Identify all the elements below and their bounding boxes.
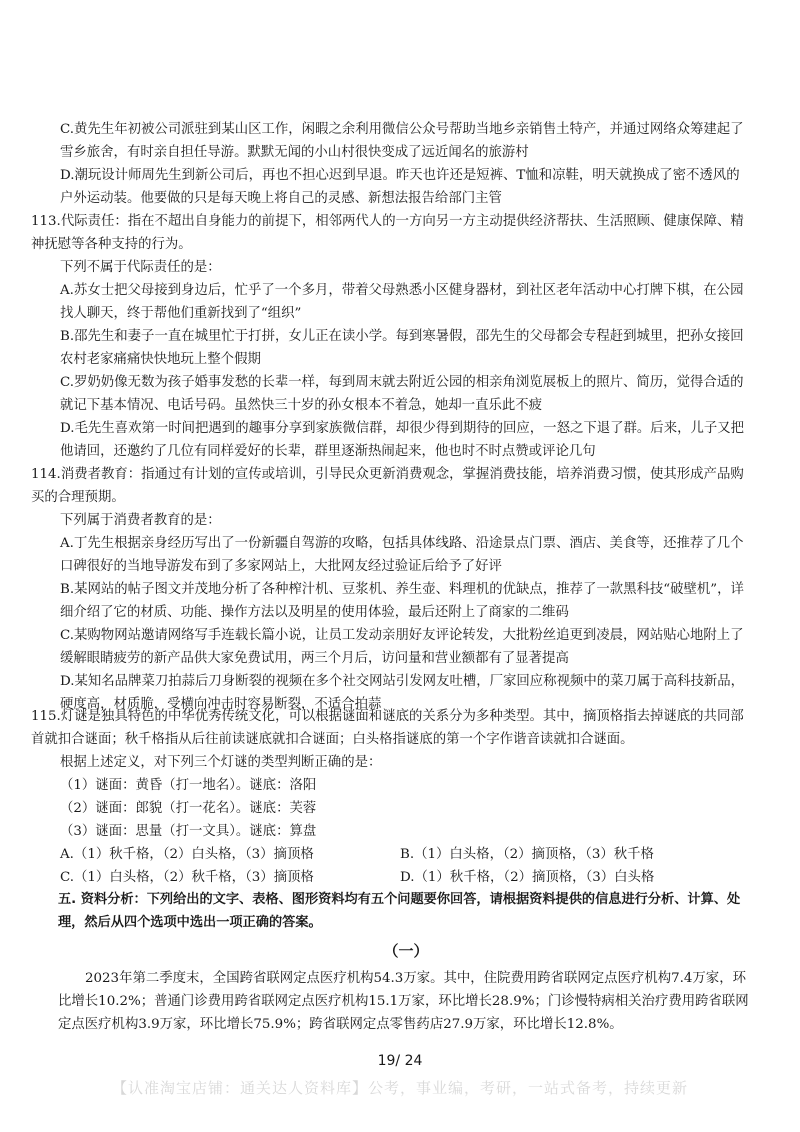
section-5-heading: 五. 资料分析：下列给出的文字、表格、图形资料均有五个问题要你回答，请根据资料提供的信息进行分析、计算、处理，然后从四个选项中选出一项正确的答案。 [58, 892, 741, 930]
q115-stem: 115.灯谜是独具特色的中华优秀传统文化，可以根据谜面和谜底的关系分为多种类型。其中，摘顶格指去掉谜底的共同部首就扣合谜面；秋千格指从后往前读谜底就扣合谜面；白头格指谜底的第一个字作谐音读就扣合谜面。 [31, 709, 744, 747]
question-114 [31, 463, 750, 716]
q114-option-a: A.丁先生根据亲身经历写出了一份新疆自驾游的攻略，包括具体线路、沿途景点门票、酒店、美食等，还推荐了几个口碑很好的当地导游发布到了多家网站上，大批网友经过验证后给予了好评 [60, 536, 744, 574]
section-5-subheading: （一） [383, 942, 429, 960]
section-5 [58, 888, 754, 1036]
q113-stem: 113.代际责任：指在不超出自身能力的前提下，相邻两代人的一方向另一方主动提供经济帮扶、生活照顾、健康保障、精神抚慰等各种支持的行为。 [31, 214, 744, 252]
question-115 [31, 705, 750, 889]
section-5-paragraph: 2023年第二季度末，全国跨省联网定点医疗机构54.3万家。其中，住院费用跨省联网定点医疗机构7.4万家，环比增长10.2%；普通门诊费用跨省联网定点医疗机构15.1万家，环比增长28.9%；门诊慢特病相关治疗费用跨省联网定点医疗机构3.9万家，环比增长75.9%；跨省联网定点零售药店27.9万家，环比增长12.8%。 [58, 971, 749, 1032]
question-113 [31, 210, 750, 463]
q113-option-a: A.苏女士把父母接到身边后，忙乎了一个多月，带着父母熟悉小区健身器材，到社区老年活动中心打牌下棋，在公园找人聊天，终于帮他们重新找到了“组织” [60, 283, 744, 321]
watermark: 【认准淘宝店铺：通关达人资料库】公考，事业编，考研，一站式备考，持续更新 [111, 1079, 688, 1097]
q112-option-c: C.黄先生年初被公司派驻到某山区工作，闲暇之余利用微信公众号帮助当地乡亲销售土特产，并通过网络众筹建起了雪乡旅舍，有时亲自担任导游。默默无闻的小山村很快变成了远近闻名的旅游村 [60, 122, 744, 160]
q112-options-tail [60, 118, 750, 210]
q114-stem: 114.消费者教育：指通过有计划的宣传或培训，引导民众更新消费观念，掌握消费技能，培养消费习惯，使其形成产品购买的合理预期。 [31, 467, 744, 505]
q115-riddle-3: （3）谜面：思量（打一文具）。谜底：算盘 [60, 824, 317, 839]
q115-riddle-2: （2）谜面：郎貌（打一花名）。谜底：芙蓉 [60, 801, 317, 816]
q114-option-c: C.某购物网站邀请网络写手连载长篇小说，让员工发动亲朋好友评论转发，大批粉丝追更到凌晨，网站贴心地附上了缓解眼睛疲劳的新产品供大家免费试用，两三个月后，访问量和营业额都有了显著提高 [60, 628, 744, 666]
q114-ask: 下列属于消费者教育的是： [60, 513, 221, 528]
q115-option-d: D.（1）秋千格，（2）摘顶格，（3）白头格 [400, 870, 655, 885]
q115-ask: 根据上述定义，对下列三个灯谜的类型判断正确的是： [60, 755, 382, 770]
q115-option-a: A.（1）秋千格，（2）白头格，（3）摘顶格 [60, 847, 314, 862]
q113-option-c: C.罗奶奶像无数为孩子婚事发愁的长辈一样，每到周末就去附近公园的相亲角浏览展板上的照片、简历，觉得合适的就记下基本情况、电话号码。虽然快三十岁的孙女根本不着急，她却一直乐此不疲 [60, 375, 744, 413]
q115-options-row-2 [60, 866, 750, 889]
q115-options-row-1 [60, 843, 750, 866]
q115-option-c: C.（1）白头格，（2）秋千格，（3）摘顶格 [60, 870, 314, 885]
q115-option-b: B.（1）白头格，（2）摘顶格，（3）秋千格 [400, 847, 654, 862]
q113-ask: 下列不属于代际责任的是： [60, 260, 221, 275]
q114-option-d: D.某知名品牌菜刀拍蒜后刀身断裂的视频在多个社交网站引发网友吐槽，厂家回应称视频中的菜刀属于高科技新品，硬度高，材质脆，受横向冲击时容易断裂，不适合拍蒜 [60, 674, 745, 712]
q113-option-b: B.邵先生和妻子一直在城里忙于打拼，女儿正在读小学。每到寒暑假，邵先生的父母都会专程赶到城里，把孙女接回农村老家痛痛快快地玩上整个假期 [60, 329, 744, 367]
q114-option-b: B.某网站的帖子图文并茂地分析了各种榨汁机、豆浆机、养生壶、料理机的优缺点，推荐了一款黑科技“破壁机”，详细介绍了它的材质、功能、操作方法以及明星的使用体验，最后还附上了商家的二维码 [60, 582, 744, 620]
q113-option-d: D.毛先生喜欢第一时间把遇到的趣事分享到家族微信群，却很少得到期待的回应，一怒之下退了群。后来，儿子又把他请回，还邀约了几位有同样爱好的长辈，群里逐渐热闹起来，他也时不时点赞或评论几句 [60, 421, 745, 459]
page-number: 19/ 24 [377, 1053, 423, 1069]
q112-option-d: D.潮玩设计师周先生到新公司后，再也不担心迟到早退。昨天也许还是短裤、T恤和凉鞋，明天就换成了密不透风的户外运动装。他要做的只是每天晚上将自己的灵感、新想法报告给部门主管 [60, 168, 740, 206]
q115-riddle-1: （1）谜面：黄昏（打一地名）。谜底：洛阳 [60, 778, 317, 793]
